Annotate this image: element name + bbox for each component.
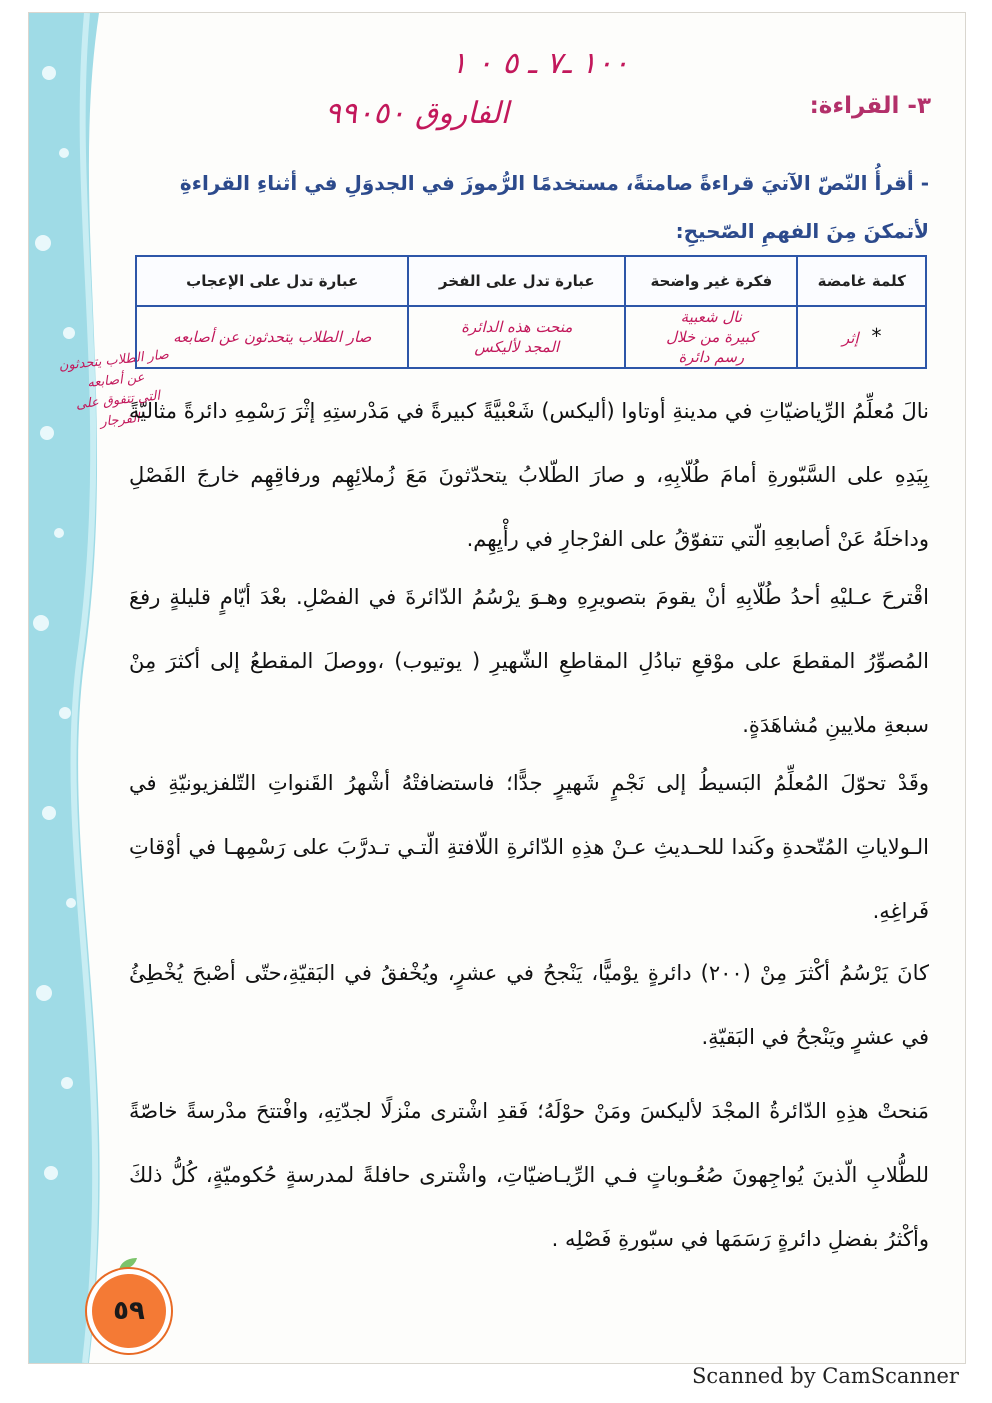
- table-cell-unclear-word: [797, 306, 926, 368]
- handwritten-answer: المجد لأليكس: [474, 338, 560, 356]
- workbook-page: [28, 12, 966, 1364]
- table-symbol: *: [871, 324, 882, 348]
- handwritten-side-line1: صار الطلاب يتحدثون عن أصابعه: [58, 347, 170, 392]
- handwritten-top-line1: ١٠٠ ـ٧ ـ ٥ ٠ ١: [450, 46, 629, 81]
- section-title: ٣- القراءة:: [809, 93, 931, 119]
- handwritten-answer: إثر: [842, 329, 859, 347]
- table-cell-unclear-idea: [625, 306, 797, 368]
- table-cell-pride-phrase: [408, 306, 625, 368]
- reading-instruction: - أقرأُ النّصّ الآتيَ قراءةً صامتةً، مستخدمًا الرُّموزَ في الجدوَلِ في أثناءِ القراءةِ لأتمكنَ مِنَ الفهمِ الصّحيحِ:: [179, 171, 929, 243]
- handwritten-top-line2: الفاروق ٩٩٠٥٠: [324, 96, 509, 131]
- paragraph: نالَ مُعلِّمُ الرِّياضيّاتِ في مدينةِ أوتاوا (أليكس) شَعْبيَّةً كبيرةً في مَدْرستِهِ إثْرَ رَسْمِهِ دائرةً مثاليّةً بِيَدِهِ على السَّبّورةِ أمامَ طُلّابِهِ، و صارَ الطّلابُ يتحدّثونَ مَعَ زُملائِهِم ورفاقِهِم خارجَ الفَصْلِ وداخلَهُ عَنْ أصابعِهِ الّتي تتفوّقُ على الفرْجارِ في رأْيِهِم.: [129, 399, 929, 551]
- paragraph: اقْترحَ عـليْهِ أحدُ طُلّابِهِ أنْ يقومَ بتصويرِهِ وهـوَ يرْسُمُ الدّائرةَ في الفصْلِ. بعْدَ أيّامٍ قليلةٍ رفعَ المُصوِّرُ المقطعَ على موْقعِ تبادُلِ المقاطعِ الشّهيرِ ( يوتيوب) ،ووصلَ المقطعُ إلى أكثرَ مِنْ سبعةِ ملايينِ مُشاهَدَةٍ.: [129, 585, 929, 737]
- table-header: كلمة غامضة: [797, 256, 926, 306]
- page-number-badge: ٥٩: [87, 1269, 171, 1353]
- handwritten-answer: صار الطلاب يتحدثون عن أصابعه: [173, 328, 372, 346]
- scanner-watermark: Scanned by CamScanner: [692, 1364, 959, 1388]
- handwritten-answer: رسم دائرة: [678, 348, 745, 366]
- handwritten-answer: كبيرة من خلال: [666, 328, 757, 346]
- table-header-row: [136, 256, 926, 306]
- handwritten-answer: منحت هذه الدائرة: [461, 318, 573, 336]
- table-row: [136, 306, 926, 368]
- handwritten-answer: نال شعبية: [680, 308, 742, 326]
- handwritten-top-note: [129, 31, 649, 141]
- reading-symbols-table: [135, 255, 927, 369]
- table-header: عبارة تدل على الفخر: [408, 256, 625, 306]
- paragraph: مَنحتْ هذِهِ الدّائرةُ المجْدَ لأليكسَ ومَنْ حوْلَهُ؛ فَقدِ اشْترى منْزلًا لجدّتِهِ، وافْتتحَ مدْرسةً خاصّةً للطُّلابِ الّذينَ يُواجِهونَ صُعُـوباتٍ فـي الرِّيـاضيّاتِ، واشْترى حافلةً لمدرسةٍ حُكوميّةٍ، كُلُّ ذلكَ وأكْثرُ بفضلِ دائرةٍ رَسَمَها في سبّورةِ فَصْلِه .: [129, 1099, 929, 1251]
- paragraph: وقَدْ تحوّلَ المُعلِّمُ البَسيطُ إلى نَجْمٍ شَهيرٍ جدًّا؛ فاستضافتْهُ أشْهرُ القَنواتِ التّلفزيونيّةِ في الـولاياتِ المُتّحدةِ وكَندا للحـديثِ عـنْ هذِهِ الدّائرةِ اللّافتةِ الّتـي تـدرَّبَ على رَسْمِهـا في أوْقاتِ فَراغِهِ.: [129, 771, 929, 923]
- paragraph: كانَ يَرْسُمُ أكْثرَ مِنْ (٢٠٠) دائرةٍ يوْميًّا، يَنْجحُ في عشرٍ، ويُخْفقُ في البَقيّةِ،حتّى أصْبحَ يُخْطِئُ في عشرٍ ويَنْجحُ في البَقيّةِ.: [129, 961, 929, 1049]
- handwritten-side-line2: التي تتفوق على الفرجار: [75, 388, 161, 430]
- table-header: فكرة غير واضحة: [625, 256, 797, 306]
- table-header: عبارة تدل على الإعجاب: [136, 256, 408, 306]
- table-cell-admiration-phrase: [136, 306, 408, 368]
